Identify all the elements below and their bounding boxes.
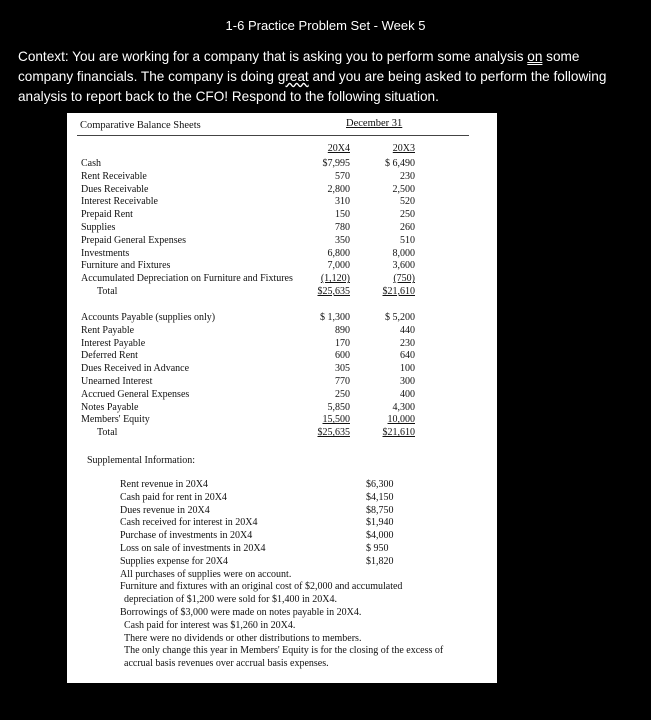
asset-value-20x3: 2,500 (392, 183, 415, 195)
supplemental-note: depreciation of $1,200 were sold for $1,400 in 20X4. (124, 594, 338, 606)
asset-value-20x4: 6,800 (327, 247, 350, 259)
liability-value-20x3: 100 (400, 363, 415, 375)
supplemental-item-label: Purchase of investments in 20X4 (120, 530, 253, 542)
liability-label: Interest Payable (81, 337, 146, 349)
assets-total-label: Total (97, 286, 118, 297)
asset-label: Cash (81, 158, 101, 169)
liability-value-20x3: $ 5,200 (385, 312, 415, 323)
supplemental-item-value: $1,820 (366, 555, 394, 567)
asset-value-20x4: 2,800 (327, 183, 350, 195)
supplemental-item-value: $ 950 (366, 543, 389, 554)
liability-label: Accrued General Expenses (81, 388, 190, 400)
asset-value-20x3: 260 (400, 222, 415, 233)
liability-value-20x3: 440 (400, 324, 415, 336)
asset-value-20x3: 520 (400, 196, 415, 208)
supplemental-item-label: Cash received for interest in 20X4 (120, 517, 258, 529)
liability-label: Accounts Payable (supplies only) (81, 312, 216, 323)
column-header-20x3: 20X3 (392, 143, 415, 154)
liability-value-20x3: 300 (400, 376, 415, 387)
liabilities-total-label: Total (97, 427, 118, 439)
liability-label: Deferred Rent (81, 350, 138, 362)
liabilities-total-20x4: $25,635 (317, 427, 350, 439)
liability-label: Dues Received in Advance (81, 363, 190, 375)
liability-value-20x4: 5,850 (327, 401, 350, 413)
context-word-on: on (527, 49, 543, 64)
liability-value-20x3: 640 (400, 350, 415, 362)
supplemental-item-label: Rent revenue in 20X4 (120, 479, 209, 490)
page-title: 1-6 Practice Problem Set - Week 5 (225, 18, 426, 33)
column-header-20x4: 20X4 (327, 143, 350, 154)
supplemental-heading: Supplemental Information: (87, 455, 196, 466)
asset-label: Dues Receivable (81, 183, 149, 195)
supplemental-note: Cash paid for interest was $1,260 in 20X4. (124, 619, 296, 631)
liability-value-20x4: 170 (335, 337, 350, 349)
balance-sheet-image (67, 113, 497, 683)
asset-value-20x4: $7,995 (322, 158, 350, 169)
asset-value-20x3: 8,000 (392, 247, 415, 259)
supplemental-note: Borrowings of $3,000 were made on notes payable in 20X4. (120, 607, 362, 618)
supplemental-item-value: $8,750 (366, 504, 394, 516)
asset-value-20x3: $ 6,490 (385, 158, 415, 169)
liability-label: Unearned Interest (81, 376, 153, 387)
liability-label: Members' Equity (81, 414, 150, 426)
supplemental-item-value: $4,150 (366, 491, 394, 503)
context-word-great: great (277, 69, 309, 84)
liability-value-20x4: 770 (335, 376, 350, 387)
asset-label: Prepaid General Expenses (81, 234, 186, 246)
asset-label: Investments (81, 247, 130, 259)
liability-value-20x4: 250 (335, 388, 350, 400)
asset-value-20x4: 350 (335, 234, 350, 246)
liability-value-20x3: 230 (400, 337, 415, 349)
asset-label: Interest Receivable (81, 196, 158, 208)
supplemental-note: accrual basis revenues over accrual basis expenses. (124, 658, 329, 670)
supplemental-item-value: $4,000 (366, 530, 394, 542)
asset-label: Rent Receivable (81, 170, 147, 182)
supplemental-item-label: Dues revenue in 20X4 (120, 504, 210, 516)
asset-value-20x4: 570 (335, 170, 350, 182)
supplemental-note: The only change this year in Members' Equity is for the closing of the excess of (124, 645, 444, 657)
asset-value-20x3: (750) (393, 273, 415, 285)
context-paragraph: Context: You are working for a company that is asking you to perform some analysis on some company financials. The company is doing great and you are being asked to perform the following analysis to report back to the CFO! Respond to the following situation. (18, 49, 607, 104)
liability-label: Rent Payable (81, 324, 135, 336)
asset-label: Accumulated Depreciation on Furniture and Fixtures (81, 273, 293, 285)
asset-value-20x4: 7,000 (327, 260, 350, 272)
liability-value-20x4: 600 (335, 350, 350, 362)
divider (77, 135, 469, 136)
asset-value-20x3: 3,600 (392, 260, 415, 272)
supplemental-note: There were no dividends or other distributions to members. (124, 632, 362, 644)
supplemental-item-label: Loss on sale of investments in 20X4 (120, 543, 266, 554)
liability-value-20x3: 400 (400, 388, 415, 400)
sheet-title: Comparative Balance Sheets (80, 120, 201, 131)
asset-value-20x3: 250 (400, 209, 415, 221)
liability-value-20x4: $ 1,300 (320, 312, 350, 323)
asset-label: Prepaid Rent (81, 209, 133, 221)
asset-value-20x3: 510 (400, 234, 415, 246)
liability-value-20x3: 4,300 (392, 401, 415, 413)
liability-value-20x3: 10,000 (387, 414, 415, 426)
supplemental-item-label: Supplies expense for 20X4 (120, 555, 229, 567)
assets-total-20x3: $21,610 (382, 286, 415, 297)
liabilities-total-20x3: $21,610 (382, 427, 415, 439)
liability-label: Notes Payable (81, 401, 139, 413)
asset-label: Supplies (81, 222, 116, 233)
assets-total-20x4: $25,635 (317, 286, 350, 297)
sheet-period: December 31 (346, 118, 403, 129)
liability-value-20x4: 15,500 (322, 414, 350, 426)
supplemental-item-value: $1,940 (366, 517, 394, 529)
supplemental-note: All purchases of supplies were on account. (120, 568, 292, 580)
liability-value-20x4: 890 (335, 324, 350, 336)
supplemental-note: Furniture and fixtures with an original cost of $2,000 and accumulated (120, 581, 403, 593)
asset-value-20x4: 780 (335, 222, 350, 233)
supplemental-item-value: $6,300 (366, 479, 394, 490)
asset-label: Furniture and Fixtures (81, 260, 171, 272)
asset-value-20x4: (1,120) (320, 273, 350, 285)
asset-value-20x4: 150 (335, 209, 350, 221)
asset-value-20x4: 310 (335, 196, 350, 208)
liability-value-20x4: 305 (335, 363, 350, 375)
asset-value-20x3: 230 (400, 170, 415, 182)
supplemental-item-label: Cash paid for rent in 20X4 (120, 491, 227, 503)
